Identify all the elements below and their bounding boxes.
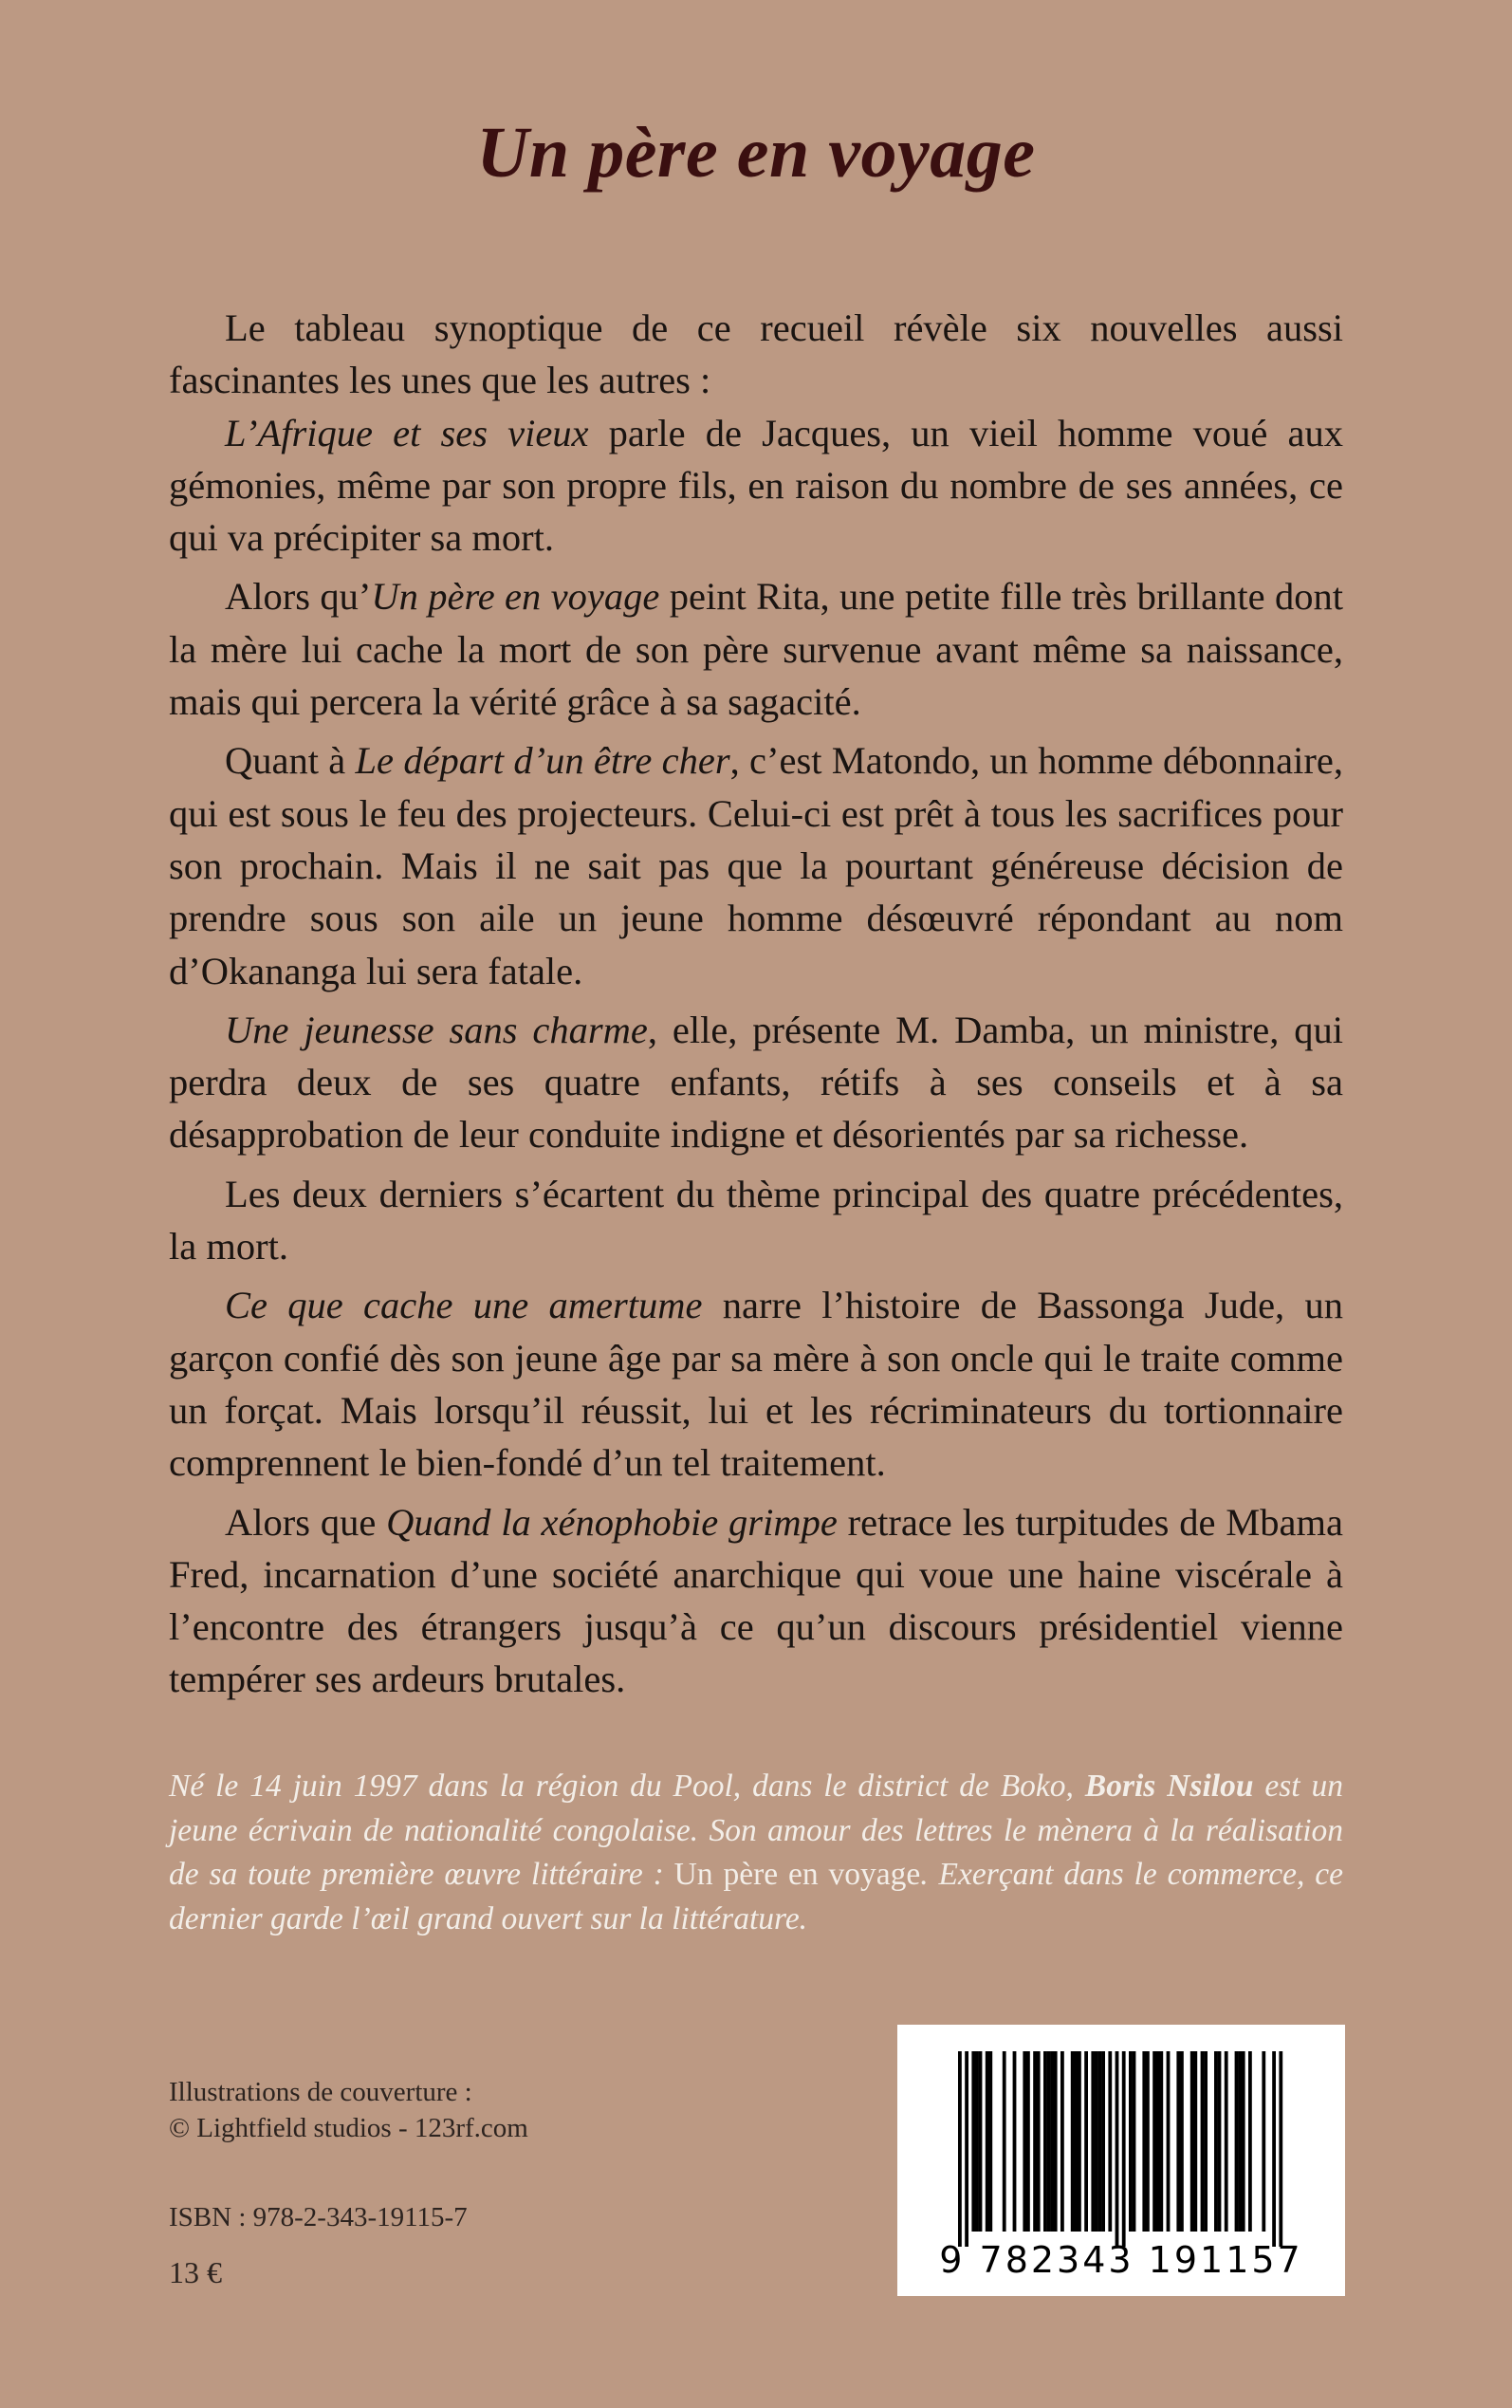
synopsis-paragraph	[169, 302, 1343, 407]
barcode-bar	[1060, 2051, 1064, 2232]
barcode-bar	[1095, 2051, 1098, 2232]
synopsis-paragraph	[169, 1004, 1343, 1161]
barcode-bar	[1167, 2051, 1171, 2232]
bio-book-title: Un père en voyage	[673, 1857, 921, 1892]
paragraph-text: , c’est Matondo, un homme débonnaire, qui est sous le feu des projecteurs. Celui-ci est prêt à tous les sacrifices pour son prochain. Mais il ne sait pas que la pourtant généreuse décision de prendre sous son aile un jeune homme désœuvré répondant au nom d’Okananga lui sera fatale.	[169, 739, 1343, 992]
barcode-bar	[1133, 2051, 1136, 2232]
paragraph-text: Alors que	[225, 1500, 387, 1544]
story-title: Quand la xénophobie grimpe	[386, 1500, 838, 1544]
barcode-bar	[1050, 2051, 1054, 2232]
barcode-bar	[1272, 2051, 1276, 2247]
barcode-bar	[1026, 2051, 1030, 2232]
paragraph-text: retrace les turpitudes de Mbama Fred, incarnation d’une société anarchique qui voue une haine viscérale à l’encontre des étrangers jusqu’à ce qu’un discours présidentiel vienne tempérer ses ardeurs brutales.	[169, 1500, 1343, 1701]
barcode-bar	[1218, 2051, 1222, 2232]
story-title: L’Afrique et ses vieux	[225, 411, 589, 454]
barcode-bar	[1098, 2051, 1102, 2232]
barcode-bar	[1013, 2051, 1017, 2232]
author-name: Boris Nsilou	[1084, 1769, 1254, 1804]
paragraph-text: Le tableau synoptique de ce recueil révèle six nouvelles aussi fascinantes les unes que les autres :	[169, 306, 1343, 402]
story-title: Ce que cache une amertume	[225, 1284, 703, 1327]
synopsis-paragraph	[169, 570, 1343, 728]
credits-source: © Lightfield studios - 123rf.com	[169, 2113, 528, 2143]
barcode-bar	[965, 2051, 968, 2247]
barcode-bar	[1037, 2051, 1041, 2232]
barcode-bar	[979, 2051, 983, 2232]
synopsis-paragraph	[169, 1496, 1343, 1706]
credits-label: Illustrations de couverture :	[169, 2077, 472, 2107]
paragraph-text: Quant à	[225, 739, 356, 783]
story-title: Le départ d’un être cher	[355, 739, 730, 783]
author-bio	[169, 1765, 1343, 1941]
bio-text: . Exerçant dans le commerce, ce dernier garde l’œil grand ouvert sur la littérature.	[169, 1857, 1343, 1936]
barcode-bar	[1242, 2051, 1245, 2232]
story-title: Une jeunesse sans charme	[225, 1008, 648, 1051]
barcode-bar	[1108, 2051, 1112, 2232]
barcode-bar	[986, 2051, 989, 2232]
barcode-bar	[1122, 2051, 1126, 2247]
barcode-bar	[1214, 2051, 1218, 2232]
barcode-bar	[988, 2051, 992, 2232]
barcode-bar	[1180, 2051, 1184, 2232]
barcode-bar	[1054, 2051, 1058, 2232]
barcode-bar	[1204, 2051, 1208, 2232]
barcode-bar	[1033, 2051, 1037, 2232]
synopsis	[169, 302, 1343, 1706]
barcode-bar	[1116, 2051, 1119, 2247]
barcode-bar	[1023, 2051, 1026, 2232]
barcode	[897, 2025, 1345, 2296]
barcode-bar	[1262, 2051, 1265, 2232]
story-title: Un père en voyage	[371, 575, 660, 619]
price: 13 €	[169, 2255, 222, 2289]
isbn: ISBN : 978-2-343-19115-7	[169, 2202, 468, 2232]
cover-credits	[169, 2074, 528, 2146]
barcode-bar	[1129, 2051, 1133, 2232]
barcode-bar	[1101, 2051, 1105, 2232]
paragraph-text: peint Rita, une petite fille très brillante dont la mère lui cache la mort de son père survenue avant même sa naissance, mais qui percera la vérité grâce à sa sagacité.	[169, 575, 1343, 724]
barcode-bar	[1193, 2051, 1197, 2232]
barcode-bar	[1078, 2051, 1081, 2232]
barcode-bar	[1146, 2051, 1150, 2232]
barcode-bar	[1003, 2051, 1006, 2232]
barcode-bar	[1074, 2051, 1078, 2232]
paragraph-text: parle de Jacques, un vieil homme voué aux gémonies, même par son propre fils, en raison du nombre de ses années, ce qui va précipiter sa mort.	[169, 411, 1343, 560]
paragraph-text: Les deux derniers s’écartent du thème principal des quatre précédentes, la mort.	[169, 1172, 1343, 1269]
paragraph-text: narre l’histoire de Bassonga Jude, un garçon confié dès son jeune âge par sa mère à son oncle qui le traite comme un forçat. Mais lorsqu’il réussit, lui et les récriminateurs du tortionnaire comprennent le bien-fondé d’un tel traitement.	[169, 1284, 1343, 1485]
barcode-bar	[1091, 2051, 1095, 2232]
paragraph-text: , elle, présente M. Damba, un ministre, qui perdra deux de ses quatre enfants, rétifs à ses conseils et à sa désapprobation de leur conduite indigne et désorientés par sa richesse.	[169, 1008, 1343, 1157]
barcode-bar	[1084, 2051, 1088, 2232]
barcode-bar	[1156, 2051, 1160, 2232]
synopsis-paragraph	[169, 1168, 1343, 1273]
barcode-bar	[1279, 2051, 1282, 2247]
barcode-digits: 9 782343 191157	[939, 2239, 1303, 2281]
barcode-bar	[1047, 2051, 1051, 2232]
barcode-bar	[971, 2051, 975, 2232]
barcode-bar	[975, 2051, 979, 2232]
bio-text: Né le 14 juin 1997 dans la région du Pool, dans le district de Boko,	[169, 1769, 1085, 1804]
book-title: Un père en voyage	[476, 113, 1036, 193]
barcode-bar	[1071, 2051, 1075, 2232]
barcode-bar	[1176, 2051, 1180, 2232]
synopsis-paragraph	[169, 1279, 1343, 1489]
barcode-bar	[1152, 2051, 1156, 2232]
synopsis-paragraph	[169, 407, 1343, 565]
barcode-bar	[958, 2051, 962, 2247]
paragraph-text: Alors qu’	[225, 575, 372, 619]
barcode-bar	[1238, 2051, 1242, 2232]
barcode-bar	[1248, 2051, 1252, 2232]
barcode-bar	[1159, 2051, 1163, 2232]
bio-text: est un jeune écrivain de nationalité congolaise. Son amour des lettres le mènera à la réalisation de sa toute première œuvre littéraire :	[169, 1769, 1344, 1892]
barcode-bar	[1225, 2051, 1228, 2232]
barcode-bar	[1235, 2051, 1239, 2232]
barcode-bar	[1201, 2051, 1205, 2232]
synopsis-paragraph	[169, 734, 1343, 996]
barcode-bar	[1142, 2051, 1146, 2232]
barcode-bar	[1043, 2051, 1047, 2232]
barcode-bar	[1190, 2051, 1194, 2232]
